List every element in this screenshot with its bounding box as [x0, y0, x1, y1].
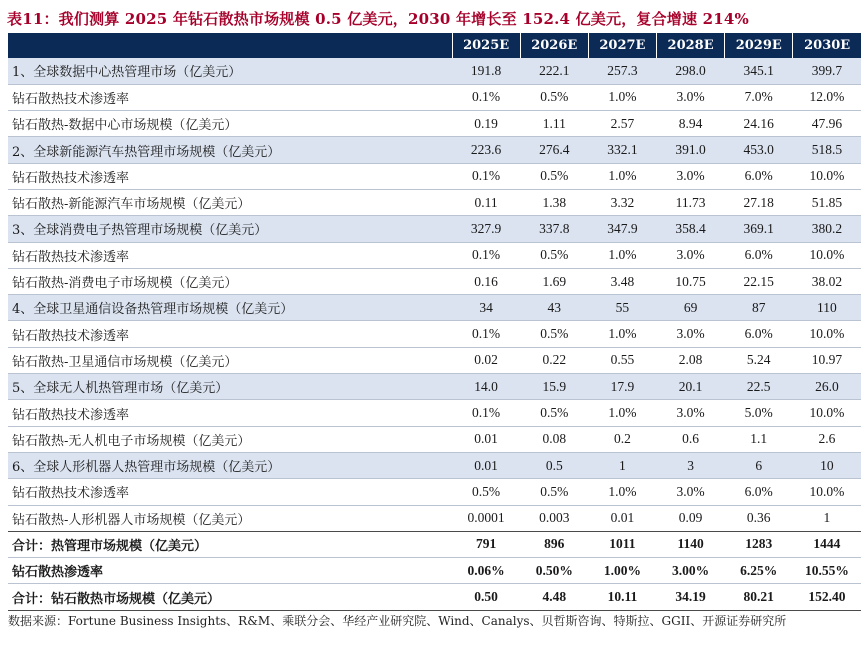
value-cell: 3.32 — [588, 189, 656, 215]
row-label: 6、全球人形机器人热管理市场规模（亿美元） — [8, 452, 452, 478]
value-cell: 152.40 — [793, 584, 861, 610]
value-cell: 0.1% — [452, 400, 520, 426]
row-label: 钻石散热技术渗透率 — [8, 84, 452, 110]
value-cell: 10.0% — [793, 479, 861, 505]
table-row — [8, 84, 861, 110]
value-cell: 1444 — [793, 531, 861, 557]
value-cell: 1.0% — [588, 242, 656, 268]
value-cell: 1 — [793, 505, 861, 531]
value-cell: 0.08 — [520, 426, 588, 452]
value-cell: 14.0 — [452, 374, 520, 400]
value-cell: 222.1 — [520, 58, 588, 84]
row-label: 2、全球新能源汽车热管理市场规模（亿美元） — [8, 137, 452, 163]
value-cell: 22.5 — [725, 374, 793, 400]
value-cell: 1.38 — [520, 189, 588, 215]
column-header: 2029E — [725, 33, 793, 58]
value-cell: 0.1% — [452, 242, 520, 268]
value-cell: 17.9 — [588, 374, 656, 400]
value-cell: 87 — [725, 295, 793, 321]
value-cell: 6.0% — [725, 321, 793, 347]
value-cell: 110 — [793, 295, 861, 321]
value-cell: 0.06% — [452, 558, 520, 584]
table-row — [8, 347, 861, 373]
value-cell: 47.96 — [793, 111, 861, 137]
value-cell: 0.50% — [520, 558, 588, 584]
data-table — [8, 33, 861, 611]
value-cell: 0.5% — [520, 163, 588, 189]
value-cell: 0.0001 — [452, 505, 520, 531]
value-cell: 1 — [588, 452, 656, 478]
table-row — [8, 189, 861, 215]
value-cell: 7.0% — [725, 84, 793, 110]
column-header: 2026E — [520, 33, 588, 58]
value-cell: 80.21 — [725, 584, 793, 610]
value-cell: 10.55% — [793, 558, 861, 584]
value-cell: 15.9 — [520, 374, 588, 400]
table-row — [8, 479, 861, 505]
table-row — [8, 321, 861, 347]
value-cell: 337.8 — [520, 216, 588, 242]
value-cell: 0.16 — [452, 268, 520, 294]
value-cell: 1.1 — [725, 426, 793, 452]
value-cell: 4.48 — [520, 584, 588, 610]
section-row — [8, 137, 861, 163]
value-cell: 399.7 — [793, 58, 861, 84]
value-cell: 896 — [520, 531, 588, 557]
value-cell: 6.0% — [725, 479, 793, 505]
row-label: 钻石散热-数据中心市场规模（亿美元） — [8, 111, 452, 137]
value-cell: 3.48 — [588, 268, 656, 294]
value-cell: 0.11 — [452, 189, 520, 215]
value-cell: 453.0 — [725, 137, 793, 163]
row-label: 钻石散热-人形机器人市场规模（亿美元） — [8, 505, 452, 531]
row-label: 钻石散热渗透率 — [8, 558, 452, 584]
value-cell: 0.5% — [520, 321, 588, 347]
value-cell: 12.0% — [793, 84, 861, 110]
value-cell: 51.85 — [793, 189, 861, 215]
value-cell: 1.00% — [588, 558, 656, 584]
value-cell: 1011 — [588, 531, 656, 557]
row-label: 钻石散热-新能源汽车市场规模（亿美元） — [8, 189, 452, 215]
column-header: 2027E — [588, 33, 656, 58]
row-label: 钻石散热-无人机电子市场规模（亿美元） — [8, 426, 452, 452]
value-cell: 3.0% — [657, 84, 725, 110]
value-cell: 191.8 — [452, 58, 520, 84]
value-cell: 1140 — [657, 531, 725, 557]
value-cell: 10 — [793, 452, 861, 478]
value-cell: 10.0% — [793, 400, 861, 426]
value-cell: 3.0% — [657, 242, 725, 268]
value-cell: 6.0% — [725, 163, 793, 189]
value-cell: 347.9 — [588, 216, 656, 242]
value-cell: 34.19 — [657, 584, 725, 610]
value-cell: 3.0% — [657, 479, 725, 505]
total-row — [8, 558, 861, 584]
value-cell: 0.01 — [588, 505, 656, 531]
value-cell: 369.1 — [725, 216, 793, 242]
value-cell: 0.36 — [725, 505, 793, 531]
value-cell: 20.1 — [657, 374, 725, 400]
value-cell: 27.18 — [725, 189, 793, 215]
value-cell: 0.50 — [452, 584, 520, 610]
header-label-cell — [8, 33, 452, 58]
value-cell: 1.0% — [588, 84, 656, 110]
table-row — [8, 505, 861, 531]
value-cell: 0.02 — [452, 347, 520, 373]
value-cell: 1.11 — [520, 111, 588, 137]
row-label: 3、全球消费电子热管理市场规模（亿美元） — [8, 216, 452, 242]
section-row — [8, 295, 861, 321]
value-cell: 6.25% — [725, 558, 793, 584]
value-cell: 2.08 — [657, 347, 725, 373]
value-cell: 0.5 — [520, 452, 588, 478]
value-cell: 1.0% — [588, 163, 656, 189]
value-cell: 0.2 — [588, 426, 656, 452]
value-cell: 6.0% — [725, 242, 793, 268]
value-cell: 10.11 — [588, 584, 656, 610]
table-row — [8, 163, 861, 189]
value-cell: 345.1 — [725, 58, 793, 84]
value-cell: 69 — [657, 295, 725, 321]
value-cell: 391.0 — [657, 137, 725, 163]
value-cell: 0.003 — [520, 505, 588, 531]
value-cell: 1.0% — [588, 400, 656, 426]
value-cell: 332.1 — [588, 137, 656, 163]
value-cell: 0.1% — [452, 84, 520, 110]
value-cell: 10.0% — [793, 163, 861, 189]
value-cell: 10.75 — [657, 268, 725, 294]
value-cell: 0.5% — [520, 242, 588, 268]
column-header: 2025E — [452, 33, 520, 58]
header-row — [8, 33, 861, 58]
total-row — [8, 531, 861, 557]
value-cell: 0.01 — [452, 426, 520, 452]
value-cell: 0.1% — [452, 163, 520, 189]
value-cell: 10.0% — [793, 242, 861, 268]
value-cell: 8.94 — [657, 111, 725, 137]
value-cell: 0.09 — [657, 505, 725, 531]
table-row — [8, 426, 861, 452]
column-header: 2028E — [657, 33, 725, 58]
value-cell: 0.6 — [657, 426, 725, 452]
table-title: 表11：我们测算 2025 年钻石散热市场规模 0.5 亿美元，2030 年增长至 152.4 亿美元，复合增速 214% — [7, 10, 749, 28]
value-cell: 2.57 — [588, 111, 656, 137]
value-cell: 380.2 — [793, 216, 861, 242]
value-cell: 1.0% — [588, 321, 656, 347]
value-cell: 0.5% — [520, 479, 588, 505]
value-cell: 24.16 — [725, 111, 793, 137]
value-cell: 34 — [452, 295, 520, 321]
table-body — [8, 58, 861, 610]
value-cell: 1.69 — [520, 268, 588, 294]
value-cell: 1283 — [725, 531, 793, 557]
column-header: 2030E — [804, 38, 851, 53]
row-label: 合计：钻石散热市场规模（亿美元） — [8, 584, 452, 610]
value-cell: 0.5% — [520, 400, 588, 426]
value-cell: 0.22 — [520, 347, 588, 373]
row-label: 4、全球卫星通信设备热管理市场规模（亿美元） — [8, 295, 452, 321]
value-cell: 26.0 — [793, 374, 861, 400]
value-cell: 0.55 — [588, 347, 656, 373]
row-label: 1、全球数据中心热管理市场（亿美元） — [8, 58, 452, 84]
value-cell: 10.0% — [793, 321, 861, 347]
section-row — [8, 374, 861, 400]
value-cell: 0.1% — [452, 321, 520, 347]
value-cell: 6 — [725, 452, 793, 478]
value-cell: 5.24 — [725, 347, 793, 373]
value-cell: 0.01 — [452, 452, 520, 478]
row-label: 钻石散热技术渗透率 — [8, 242, 452, 268]
row-label: 钻石散热技术渗透率 — [8, 321, 452, 347]
value-cell: 10.97 — [793, 347, 861, 373]
total-row — [8, 584, 861, 610]
table-row — [8, 400, 861, 426]
row-label: 钻石散热技术渗透率 — [8, 400, 452, 426]
value-cell: 0.19 — [452, 111, 520, 137]
value-cell: 43 — [520, 295, 588, 321]
value-cell: 257.3 — [588, 58, 656, 84]
section-row — [8, 58, 861, 84]
value-cell: 5.0% — [725, 400, 793, 426]
source-note: 数据来源：Fortune Business Insights、R&M、乘联分会、华经产业研究院、Wind、Canalys、贝哲斯咨询、特斯拉、GGII、开源证券研究所 — [8, 614, 787, 628]
table-row — [8, 268, 861, 294]
value-cell: 3 — [657, 452, 725, 478]
row-label: 钻石散热-消费电子市场规模（亿美元） — [8, 268, 452, 294]
row-label: 钻石散热技术渗透率 — [8, 479, 452, 505]
value-cell: 3.0% — [657, 163, 725, 189]
value-cell: 38.02 — [793, 268, 861, 294]
value-cell: 518.5 — [793, 137, 861, 163]
value-cell: 2.6 — [793, 426, 861, 452]
table-row — [8, 242, 861, 268]
value-cell: 223.6 — [452, 137, 520, 163]
row-label: 钻石散热-卫星通信市场规模（亿美元） — [8, 347, 452, 373]
value-cell: 358.4 — [657, 216, 725, 242]
value-cell: 276.4 — [520, 137, 588, 163]
value-cell: 3.0% — [657, 400, 725, 426]
value-cell: 298.0 — [657, 58, 725, 84]
value-cell: 327.9 — [452, 216, 520, 242]
value-cell: 0.5% — [452, 479, 520, 505]
value-cell: 55 — [588, 295, 656, 321]
row-label: 5、全球无人机热管理市场（亿美元） — [8, 374, 452, 400]
section-row — [8, 216, 861, 242]
value-cell: 1.0% — [588, 479, 656, 505]
value-cell: 3.00% — [657, 558, 725, 584]
value-cell: 0.5% — [520, 84, 588, 110]
table-row — [8, 111, 861, 137]
row-label: 钻石散热技术渗透率 — [8, 163, 452, 189]
row-label: 合计：热管理市场规模（亿美元） — [8, 531, 452, 557]
section-row — [8, 452, 861, 478]
value-cell: 3.0% — [657, 321, 725, 347]
value-cell: 11.73 — [657, 189, 725, 215]
value-cell: 791 — [452, 531, 520, 557]
value-cell: 22.15 — [725, 268, 793, 294]
